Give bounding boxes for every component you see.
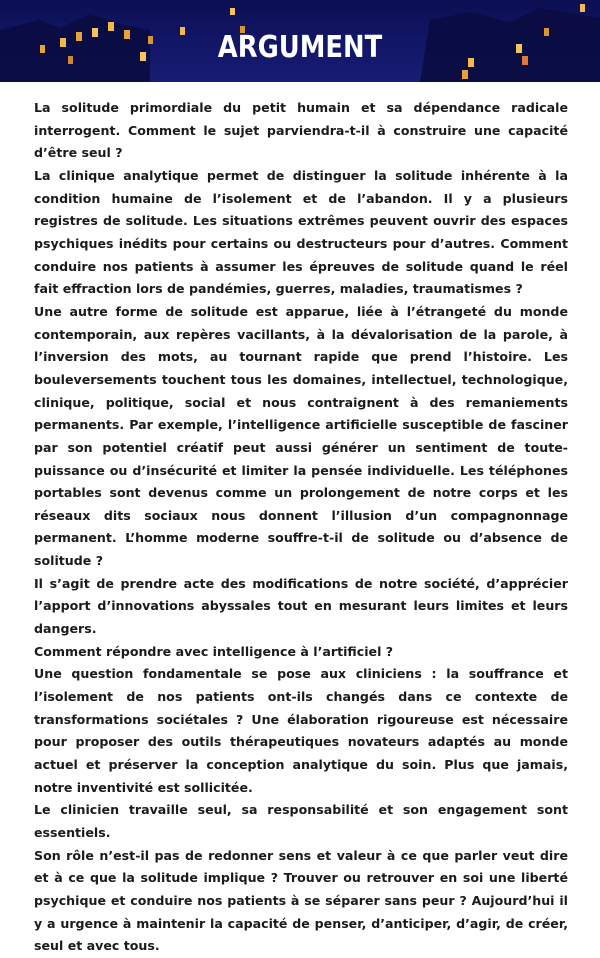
paragraph: La clinique analytique permet de distinguer la solitude inhérente à la condition humaine de l’isolement et de l’abandon. Il y a plusieurs registres de solitude. Les situations extrêmes peuvent ouvrir des espaces psychiques inédits pour certains ou destructeurs pour d’autres. Comment conduire nos patients à assumer les épreuves de solitude quand le réel fait effraction lors de pandémies, guerres, maladies, traumatismes ? xyxy=(34,167,568,297)
paragraph: Le clinicien travaille seul, sa responsabilité et son engagement sont essentiels. xyxy=(34,802,568,840)
paragraph: La solitude primordiale du petit humain et sa dépendance radicale interrogent. Comment le sujet parviendra-t-il à construire une capacité d’être seul ? xyxy=(34,100,568,161)
page-title: ARGUMENT xyxy=(217,30,383,65)
paragraph: Une autre forme de solitude est apparue, liée à l’étrangeté du monde contemporain, aux repères vacillants, à la dévalorisation de la parole, à l’inversion des mots, au tournant rapide que prend l’histoire. Les bouleversements touchent tous les domaines, intellectuel, technologique, clinique, politique, social et nous contraignent à des remaniements permanents. Par exemple, l’intelligence artificielle susceptible de fasciner par son potentiel créatif peut aussi générer un sentiment de toute-puissance ou d’insécurité et limiter la pensée individuelle. Les téléphones portables sont devenus comme un prolongement de notre corps et les réseaux dits sociaux nous donnent l’illusion d’un compagnonnage permanent. L’homme moderne souffre-t-il de solitude ou d’absence de solitude ? xyxy=(34,303,568,569)
header-banner xyxy=(0,0,600,82)
paragraph: Son rôle n’est-il pas de redonner sens et valeur à ce que parler veut dire et à ce que la solitude implique ? Trouver ou retrouver en soi une liberté psychique et conduire nos patients à se séparer sans peur ? Aujourd’hui il y a urgence à maintenir la capacité de penser, d’anticiper, d’agir, de créer, seul et avec tous. xyxy=(34,847,568,954)
paragraph: Une question fondamentale se pose aux cliniciens : la souffrance et l’isolement de nos patients ont-ils changés dans ce contexte de transformations sociétales ? Une élaboration rigoureuse est nécessaire pour proposer des outils thérapeutiques novateurs adaptés au monde actuel et préserver la conception analytique du soin. Plus que jamais, notre inventivité est sollicitée. xyxy=(34,666,568,795)
paragraph: Il s’agit de prendre acte des modifications de notre société, d’apprécier l’apport d’innovations abyssales tout en mesurant leurs limites et leurs dangers. xyxy=(34,575,568,637)
argument-body xyxy=(34,97,568,958)
paragraph: Comment répondre avec intelligence à l’artificiel ? xyxy=(34,643,394,659)
